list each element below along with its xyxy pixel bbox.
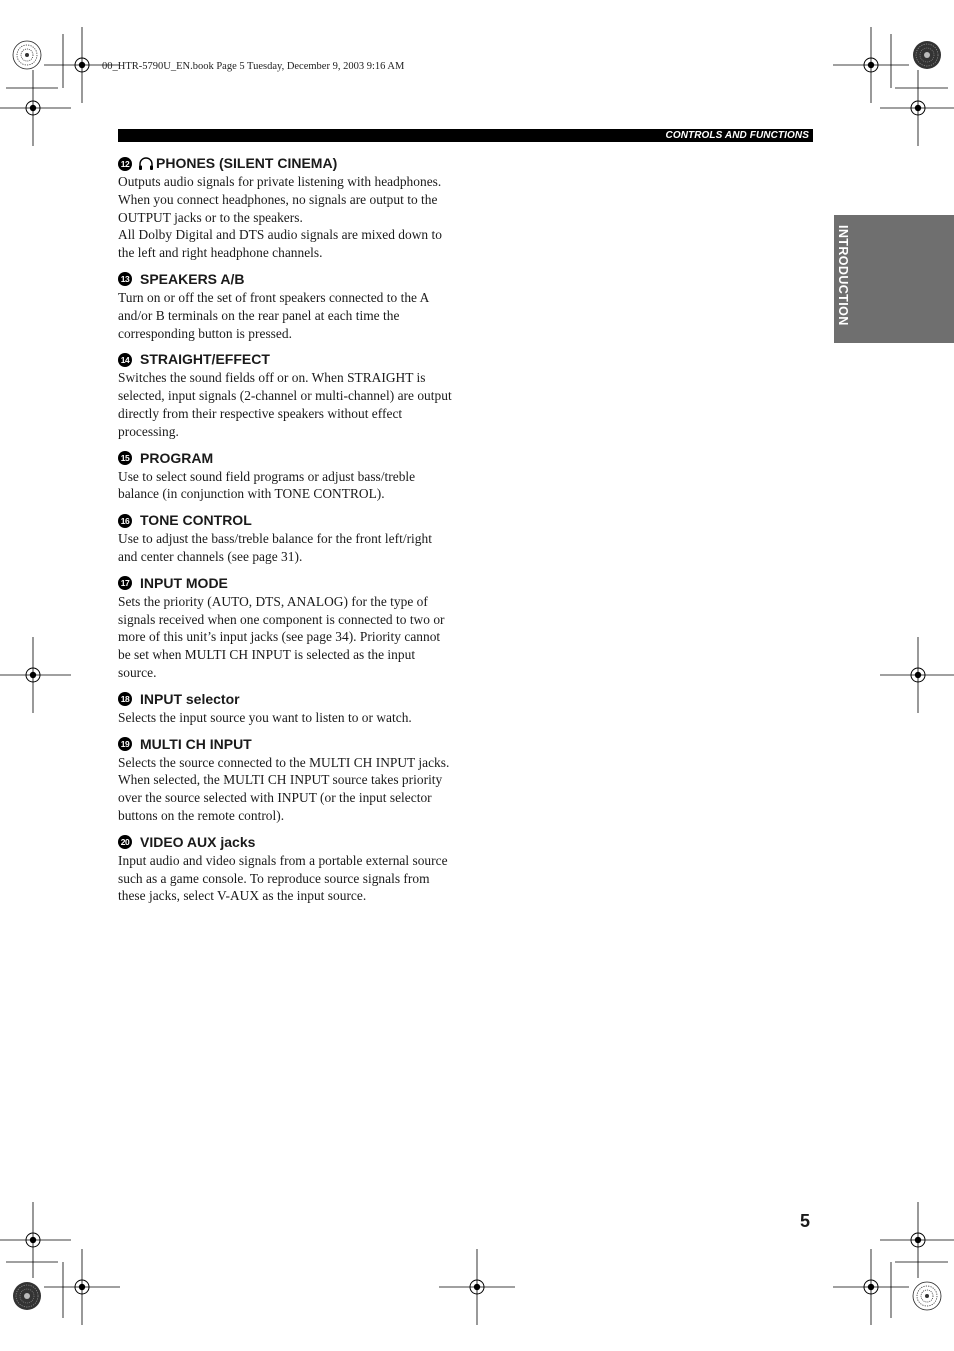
section-number-badge: 16 xyxy=(118,514,132,528)
section-multi-ch-input xyxy=(118,735,454,825)
section-title xyxy=(118,574,454,593)
section-tone-control xyxy=(118,511,454,566)
registration-mark xyxy=(833,27,909,103)
starburst-mark-bottom-left xyxy=(13,1282,41,1310)
section-title-text: MULTI CH INPUT xyxy=(140,735,252,752)
registration-mark xyxy=(833,1249,909,1325)
section-title xyxy=(118,270,454,289)
section-header-title: CONTROLS AND FUNCTIONS xyxy=(665,130,809,141)
section-title-text: PROGRAM xyxy=(140,449,214,466)
section-body: Input audio and video signals from a portable external source such as a game console. To reproduce source signals from these jacks, select V-AUX as the input source. xyxy=(118,852,448,904)
section-title xyxy=(118,690,454,709)
section-body: Selects the source connected to the MULTI CH INPUT jacks. When selected, the MULTI CH INPUT source takes priority over the source selected with INPUT (or the input selector buttons on the remote control). xyxy=(118,754,450,823)
chapter-side-tab-label: INTRODUCTION xyxy=(836,225,850,326)
headphones-icon xyxy=(138,157,154,171)
section-straight-effect xyxy=(118,350,454,440)
registration-mark xyxy=(0,1202,71,1278)
section-body: Turn on or off the set of front speakers connected to the A and/or B terminals on the rear panel at each time the corresponding button is pressed. xyxy=(118,289,429,341)
starburst-mark-top-right xyxy=(913,41,941,69)
section-title xyxy=(118,154,454,173)
section-input-selector xyxy=(118,690,454,727)
section-title-text: VIDEO AUX jacks xyxy=(140,833,256,850)
section-body-paragraph: All Dolby Digital and DTS audio signals are mixed down to the left and right headphone channels. xyxy=(118,227,442,261)
registration-mark xyxy=(0,637,71,713)
main-content xyxy=(118,154,454,913)
section-program xyxy=(118,449,454,504)
section-speakers-ab xyxy=(118,270,454,342)
section-title-text: INPUT MODE xyxy=(140,574,228,591)
section-video-aux-jacks xyxy=(118,833,454,905)
section-title xyxy=(118,449,454,468)
section-number-badge: 18 xyxy=(118,692,132,706)
section-title xyxy=(118,511,454,530)
section-body: Use to select sound field programs or adjust bass/treble balance (in conjunction with TONE CONTROL). xyxy=(118,468,416,502)
section-title-text: TONE CONTROL xyxy=(140,512,252,529)
registration-mark xyxy=(880,637,954,713)
file-info-line: 00_HTR-5790U_EN.book Page 5 Tuesday, December 9, 2003 9:16 AM xyxy=(102,61,405,72)
starburst-mark-top-left xyxy=(13,41,41,69)
section-number-badge: 20 xyxy=(118,835,132,849)
section-number-badge: 19 xyxy=(118,737,132,751)
section-body-paragraph: Outputs audio signals for private listening with headphones. When you connect headphones, no signals are output to the OUTPUT jacks or to the speakers. xyxy=(118,174,442,225)
section-number-badge: 17 xyxy=(118,576,132,590)
section-title-text: PHONES (SILENT CINEMA) xyxy=(156,155,338,171)
section-number-badge: 15 xyxy=(118,451,132,465)
section-title-text: INPUT selector xyxy=(140,690,240,707)
section-input-mode xyxy=(118,574,454,682)
registration-mark xyxy=(439,1249,515,1325)
section-body: Use to adjust the bass/treble balance for the front left/right and center channels (see page 31). xyxy=(118,531,432,564)
section-body xyxy=(118,173,454,262)
section-body: Sets the priority (AUTO, DTS, ANALOG) for the type of signals received when one component is connected to two or more of this unit’s input jacks (see page 34). Priority cannot be set when MULTI CH INPUT is selected as the input source. xyxy=(118,593,445,680)
page-number: 5 xyxy=(800,1211,811,1231)
section-title xyxy=(118,350,454,369)
section-body: Switches the sound fields off or on. When STRAIGHT is selected, input signals (2-channel or multi-channel) are output directly from their respective speakers without effect processing. xyxy=(118,370,452,439)
registration-mark xyxy=(44,1249,120,1325)
registration-mark xyxy=(0,70,71,146)
section-title xyxy=(118,833,454,852)
starburst-mark-bottom-right xyxy=(913,1282,941,1310)
section-title-text: STRAIGHT/EFFECT xyxy=(140,351,270,368)
section-body: Selects the input source you want to listen to or watch. xyxy=(118,709,412,725)
section-number-badge: 14 xyxy=(118,353,132,367)
chapter-side-tab xyxy=(834,215,954,343)
section-number-badge: 13 xyxy=(118,272,132,286)
section-phones xyxy=(118,154,454,262)
section-title-text: SPEAKERS A/B xyxy=(140,270,245,287)
section-title xyxy=(118,735,454,754)
section-number-badge: 12 xyxy=(118,157,132,171)
section-header-bar xyxy=(118,129,813,142)
